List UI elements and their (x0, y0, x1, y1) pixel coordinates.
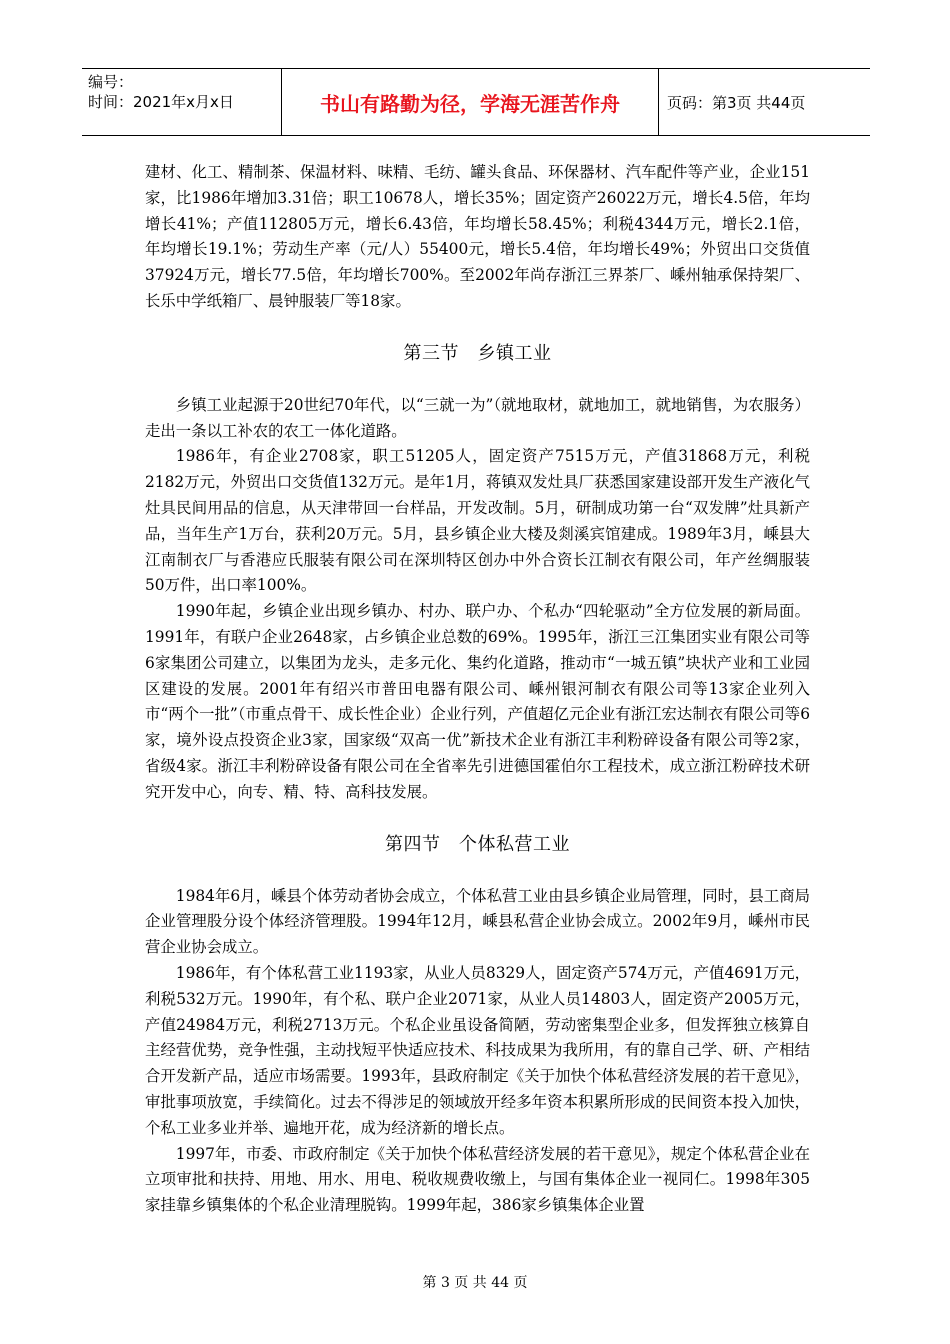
paragraph: 1990年起，乡镇企业出现乡镇办、村办、联户办、个私办“四轮驱动”全方位发展的新局面。1991年，有联户企业2648家，占乡镇企业总数的69%。1995年，浙江三江集团实业有限公司等6家集团公司建立，以集团为龙头，走多元化、集约化道路，推动市“一城五镇”块状产业和工业园区建设的发展。2001年有绍兴市普田电器有限公司、嵊州银河制衣有限公司等13家企业列入市“两个一批”（市重点骨干、成长性企业）企业行列，产值超亿元企业有浙江宏达制衣有限公司等6家，境外设点投资企业3家，国家级“双高一优”新技术企业有浙江丰利粉碎设备有限公司等2家，省级4家。浙江丰利粉碎设备有限公司在全省率先引进德国霍伯尔工程技术，成立浙江粉碎技术研究开发中心，向专、精、特、高科技发展。 (145, 602, 810, 801)
document-body (145, 160, 810, 1219)
paragraph: 1986年，有个体私营工业1193家，从业人员8329人，固定资产574万元，产值4691万元，利税532万元。1990年，有个私、联户企业2071家，从业人员14803人，固定资产2005万元，产值24984万元，利税2713万元。个私企业虽设备简陋，劳动密集型企业多，但发挥独立核算自主经营优势，竞争性强，主动找短平快适应技术、科技成果为我所用，有的靠自己学、研、产相结合开发新产品，适应市场需要。1993年，县政府制定《关于加快个体私营经济发展的若干意见》，审批事项放宽，手续简化。过去不得涉足的领域放开经多年资本积累所形成的民间资本投入加快，个私工业多业并举、遍地开花，成为经济新的增长点。 (145, 963, 810, 1137)
header-meta (82, 69, 282, 135)
number-label: 编号： (88, 73, 134, 91)
paragraph: 1984年6月，嵊县个体劳动者协会成立，个体私营工业由县乡镇企业局管理，同时，县工商局企业管理股分设个体经济管理股。1994年12月，嵊县私营企业协会成立。2002年9月，嵊州市民营企业协会成立。 (145, 886, 810, 957)
header-motto: 书山有路勤为径，学海无涯苦作舟 (282, 69, 659, 135)
page-header (82, 68, 870, 136)
header-page-info: 页码：第3页 共44页 (667, 93, 806, 112)
section-3-title: 第三节 乡镇工业 (403, 342, 552, 364)
section-4-title: 第四节 个体私营工业 (385, 833, 570, 855)
page-footer: 第 3 页 共 44 页 (422, 1275, 528, 1291)
paragraph: 建材、化工、精制茶、保温材料、味精、毛纺、罐头食品、环保器材、汽车配件等产业，企业151家，比1986年增加3.31倍；职工10678人，增长35%；固定资产26022万元，增长4.5倍，年均增长41%；产值112805万元，增长6.43倍，年均增长58.45%；利税4344万元，增长2.1倍，年均增长19.1%；劳动生产率（元/人）55400元，增长5.4倍，年均增长49%；外贸出口交货值37924万元，增长77.5倍，年均增长700%。至2002年尚存浙江三界茶厂、嵊州轴承保持架厂、长乐中学纸箱厂、晨钟服装厂等18家。 (145, 163, 810, 310)
paragraph: 1986年，有企业2708家，职工51205人，固定资产7515万元，产值31868万元，利税2182万元，外贸出口交货值132万元。是年1月，蒋镇双发灶具厂获悉国家建设部开发生产液化气灶具民间用品的信息，从天津带回一台样品，开发改制。5月，研制成功第一台“双发牌”灶具新产品，当年生产1万台，获利20万元。5月，县乡镇企业大楼及剡溪宾馆建成。1989年3月，嵊县大江南制衣厂与香港应氏服装有限公司在深圳特区创办中外合资长江制衣有限公司，年产丝绸服装50万件，出口率100%。 (145, 447, 810, 595)
time-label: 时间：2021年x月x日 (88, 93, 234, 111)
paragraph: 1997年，市委、市政府制定《关于加快个体私营经济发展的若干意见》，规定个体私营企业在立项审批和扶持、用地、用水、用电、税收规费收缴上，与国有集体企业一视同仁。1998年305家挂靠乡镇集体的个私企业清理脱钩。1999年起，386家乡镇集体企业置 (145, 1144, 810, 1215)
paragraph: 乡镇工业起源于20世纪70年代，以“三就一为”（就地取材，就地加工，就地销售，为农服务）走出一条以工补农的农工一体化道路。 (145, 395, 810, 440)
